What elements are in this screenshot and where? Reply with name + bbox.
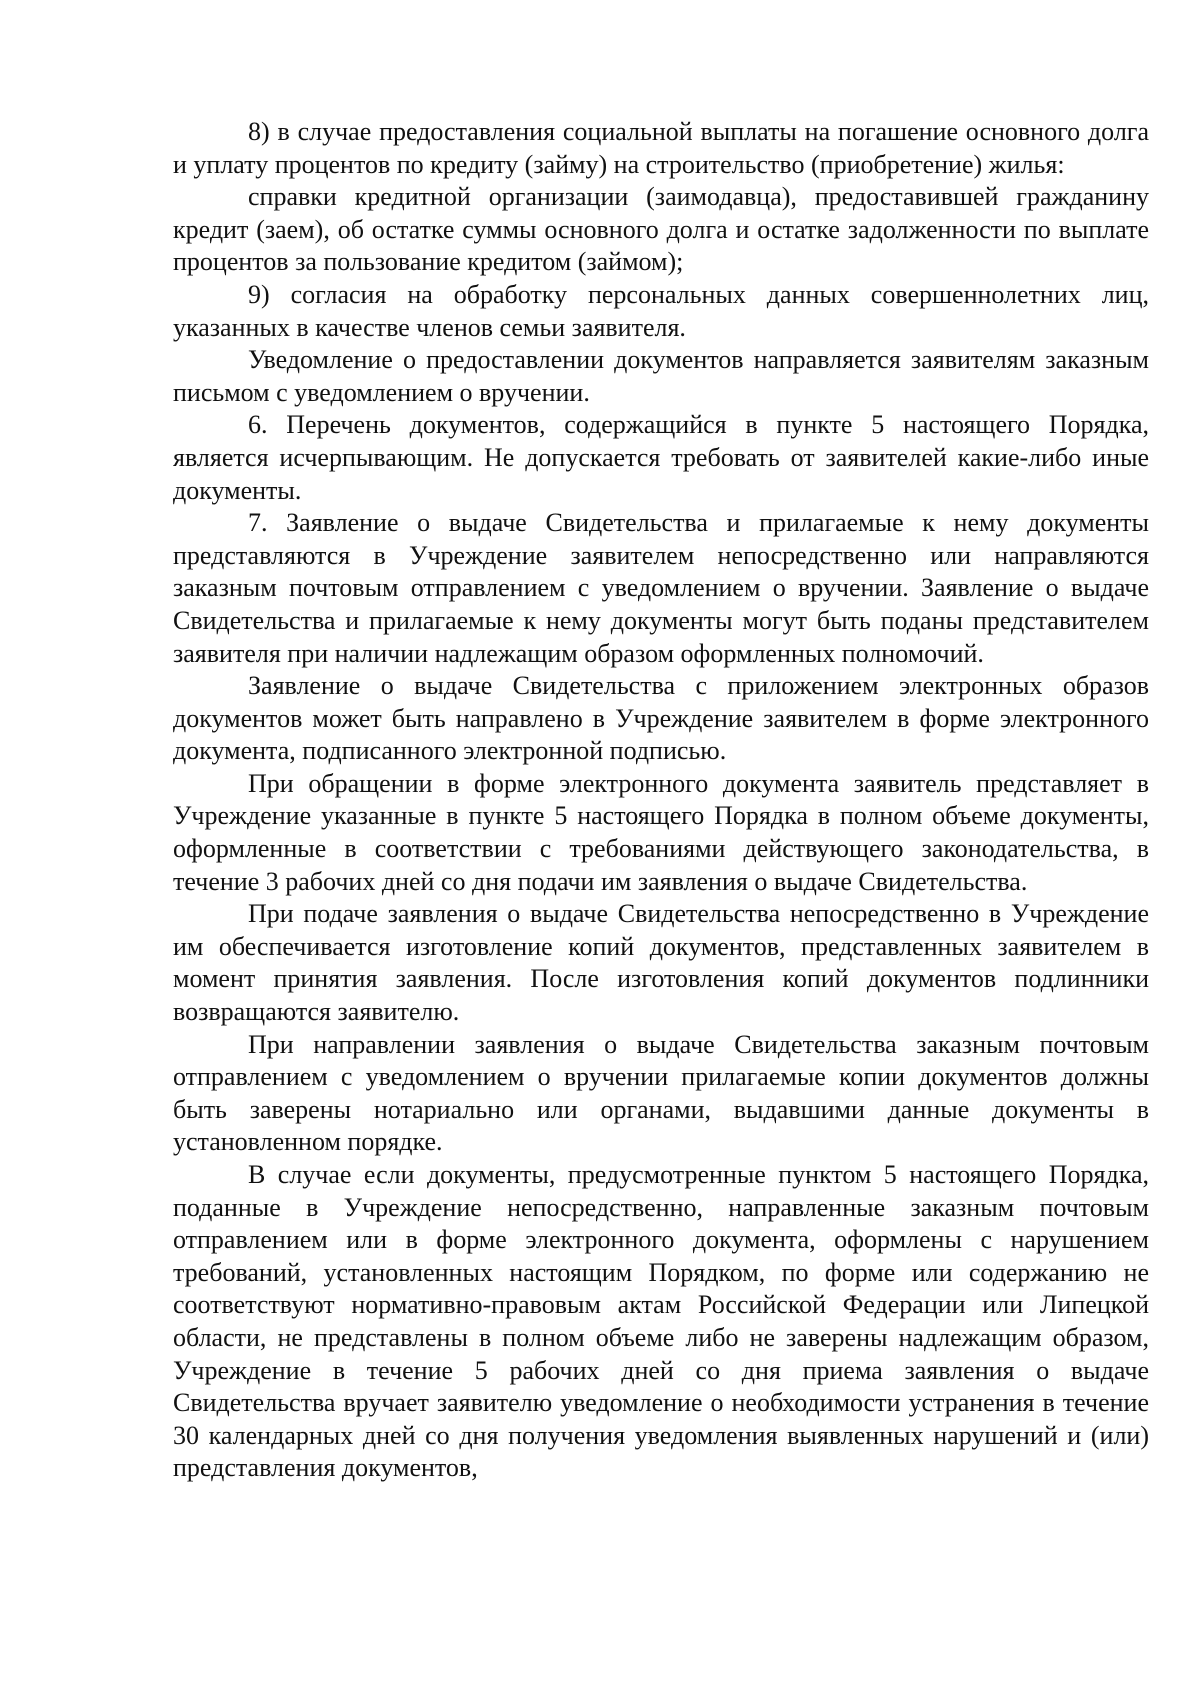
- paragraph-notification: Уведомление о предоставлении документов направляется заявителям заказным письмом с уведомлением о вручении.: [173, 345, 1149, 407]
- paragraph-item-8: 8) в случае предоставления социальной выплаты на погашение основного долга и уплату процентов по кредиту (займу) на строительство (приобретение) жилья:: [173, 117, 1149, 179]
- paragraph-electronic-document: При обращении в форме электронного документа заявитель представляет в Учреждение указанные в пункте 5 настоящего Порядка в полном объеме документы, оформленные в соответствии с требованиями действующего законодательства, в течение 3 рабочих дней со дня подачи им заявления о выдаче Свидетельства.: [173, 768, 1149, 896]
- paragraph-direct-submission: При подаче заявления о выдаче Свидетельства непосредственно в Учреждение им обеспечивается изготовление копий документов, представленных заявителем в момент принятия заявления. После изготовления копий документов подлинники возвращаются заявителю.: [173, 899, 1149, 1027]
- paragraph-section-6: 6. Перечень документов, содержащийся в пункте 5 настоящего Порядка, является исчерпывающим. Не допускается требовать от заявителей какие-либо иные документы.: [173, 410, 1149, 505]
- paragraph-credit-certificate: справки кредитной организации (заимодавца), предоставившей гражданину кредит (заем), об остатке суммы основного долга и остатке задолженности по выплате процентов за пользование кредитом (займом);: [173, 182, 1149, 277]
- paragraph-section-7: 7. Заявление о выдаче Свидетельства и прилагаемые к нему документы представляются в Учреждение заявителем непосредственно или направляются заказным почтовым отправлением с уведомлением о вручении. Заявление о выдаче Свидетельства и прилагаемые к нему документы могут быть поданы представителем заявителя при наличии надлежащим образом оформленных полномочий.: [173, 508, 1149, 668]
- paragraph-electronic-submission: Заявление о выдаче Свидетельства с приложением электронных образов документов может быть направлено в Учреждение заявителем в форме электронного документа, подписанного электронной подписью.: [173, 671, 1149, 766]
- paragraph-item-9: 9) согласия на обработку персональных данных совершеннолетних лиц, указанных в качестве членов семьи заявителя.: [173, 279, 1149, 342]
- paragraph-postal-submission: При направлении заявления о выдаче Свидетельства заказным почтовым отправлением с уведомлением о вручении прилагаемые копии документов должны быть заверены нотариально или органами, выдавшими данные документы в установленном порядке.: [173, 1029, 1149, 1157]
- paragraph-violations: В случае если документы, предусмотренные пунктом 5 настоящего Порядка, поданные в Учреждение непосредственно, направленные заказным почтовым отправлением или в форме электронного документа, оформлены с нарушением требований, установленных настоящим Порядком, по форме или содержанию не соответствуют нормативно-правовым актам Российской Федерации или Липецкой области, не представлены в полном объеме либо не заверены надлежащим образом, Учреждение в течение 5 рабочих дней со дня приема заявления о выдаче Свидетельства вручает заявителю уведомление о необходимости устранения в течение 30 календарных дней со дня получения уведомления выявленных нарушений и (или) представления документов,: [173, 1160, 1149, 1483]
- document-page: [173, 116, 1149, 1485]
